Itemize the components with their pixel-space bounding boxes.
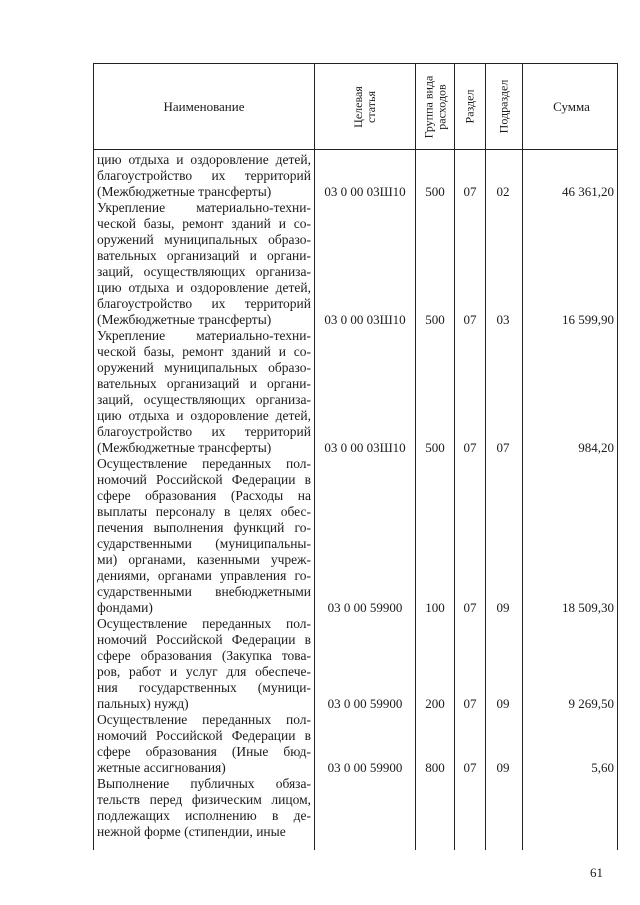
row-subsection: 03 bbox=[496, 312, 510, 327]
row-group: 100 bbox=[425, 600, 445, 615]
row-name-line: (Межбюджетные трансферты) bbox=[97, 184, 272, 199]
row-section: 07 bbox=[463, 184, 477, 199]
row-subsection: 09 bbox=[496, 600, 510, 615]
row-name-line: ческой базы, ремонт зданий и со- bbox=[97, 344, 311, 359]
row-name-line: Выполнение публичных обяза- bbox=[97, 776, 311, 791]
row-name-line: номочий Российской Федерации в bbox=[97, 632, 311, 647]
header-code-label: Целевая статья bbox=[350, 85, 378, 128]
row-group: 500 bbox=[425, 312, 445, 327]
row-code: 03 0 00 59900 bbox=[327, 600, 403, 615]
row-sum: 9 269,50 bbox=[568, 696, 614, 711]
table-row bbox=[94, 712, 619, 776]
row-section: 07 bbox=[463, 760, 477, 775]
header-subsection bbox=[486, 64, 522, 149]
row-name-line: благоустройство их территорий bbox=[97, 424, 311, 439]
row-section: 07 bbox=[463, 600, 477, 615]
row-name-line: подлежащих исполнению в де- bbox=[97, 808, 311, 823]
table-row bbox=[94, 152, 619, 200]
header-section-label: Раздел bbox=[462, 89, 477, 124]
row-code: 03 0 00 59900 bbox=[327, 760, 403, 775]
page-number: 61 bbox=[590, 865, 603, 880]
row-group: 500 bbox=[425, 184, 445, 199]
header-name: Наименование bbox=[163, 98, 245, 114]
row-subsection: 07 bbox=[496, 440, 510, 455]
table-row bbox=[94, 200, 619, 328]
row-sum: 18 509,30 bbox=[562, 600, 614, 615]
row-sum: 5,60 bbox=[591, 760, 614, 775]
row-name bbox=[97, 152, 311, 200]
row-section: 07 bbox=[463, 696, 477, 711]
row-name-line: цию отдыха и оздоровление детей, bbox=[97, 152, 311, 167]
row-sum: 984,20 bbox=[578, 440, 614, 455]
row-name-line: дениями, органами управления го- bbox=[97, 568, 311, 583]
row-name-line: (Межбюджетные трансферты) bbox=[97, 440, 272, 455]
row-name-line: сфере образования (Иные бюд- bbox=[97, 744, 311, 759]
row-group: 200 bbox=[425, 696, 445, 711]
row-name-line: Осуществление переданных пол- bbox=[97, 712, 311, 727]
row-code: 03 0 00 03Ш10 bbox=[324, 184, 406, 199]
row-name-line: цию отдыха и оздоровление детей, bbox=[97, 280, 311, 295]
header-code bbox=[315, 64, 415, 149]
row-name-line: фондами) bbox=[97, 600, 153, 615]
row-name-line: оружений муниципальных образо- bbox=[97, 360, 311, 375]
row-name-line: номочий Российской Федерации в bbox=[97, 728, 311, 743]
row-name-line: Укрепление материально-техни- bbox=[97, 200, 311, 215]
budget-table bbox=[93, 63, 618, 850]
row-name-line: сударственными внебюджетными bbox=[97, 584, 311, 599]
row-section: 07 bbox=[463, 440, 477, 455]
row-name-line: заций, осуществляющих организа- bbox=[97, 392, 311, 407]
header-subsection-label: Подраздел bbox=[496, 79, 511, 134]
row-name bbox=[97, 200, 311, 328]
row-name-line: ческой базы, ремонт зданий и со- bbox=[97, 216, 311, 231]
header-group-label: Группа вида расходов bbox=[421, 75, 448, 138]
row-sum: 46 361,20 bbox=[562, 184, 614, 199]
row-name bbox=[97, 776, 311, 840]
row-group: 800 bbox=[425, 760, 445, 775]
header-section bbox=[455, 64, 485, 149]
row-name-line: заций, осуществляющих организа- bbox=[97, 264, 311, 279]
table-row bbox=[94, 616, 619, 712]
table-row bbox=[94, 456, 619, 616]
row-name-line: (Межбюджетные трансферты) bbox=[97, 312, 272, 327]
row-name-line: номочий Российской Федерации в bbox=[97, 472, 311, 487]
row-name-line: оружений муниципальных образо- bbox=[97, 232, 311, 247]
row-name-line: жетные ассигнования) bbox=[97, 760, 226, 775]
row-group: 500 bbox=[425, 440, 445, 455]
row-name-line: сфере образования (Расходы на bbox=[97, 488, 311, 503]
row-name-line: сфере образования (Закупка това- bbox=[97, 648, 311, 663]
row-name-line: тельств перед физическим лицом, bbox=[97, 792, 311, 807]
row-name-line: Укрепление материально-техни- bbox=[97, 328, 311, 343]
row-subsection: 02 bbox=[496, 184, 510, 199]
row-name-line: благоустройство их территорий bbox=[97, 168, 311, 183]
header-divider bbox=[94, 149, 617, 150]
table-row bbox=[94, 776, 619, 840]
row-name-line: печения выполнения функций го- bbox=[97, 520, 311, 535]
row-name-line: вательных организаций и органи- bbox=[97, 248, 311, 263]
row-name-line: Осуществление переданных пол- bbox=[97, 456, 311, 471]
row-name bbox=[97, 616, 311, 712]
header-sum: Сумма bbox=[553, 98, 590, 114]
row-name-line: Осуществление переданных пол- bbox=[97, 616, 311, 631]
row-subsection: 09 bbox=[496, 760, 510, 775]
row-code: 03 0 00 59900 bbox=[327, 696, 403, 711]
row-name-line: нежной форме (стипендии, иные bbox=[97, 824, 286, 839]
header-group bbox=[416, 64, 454, 149]
row-name-line: пальных) нужд) bbox=[97, 696, 189, 711]
row-section: 07 bbox=[463, 312, 477, 327]
row-code: 03 0 00 03Ш10 bbox=[324, 312, 406, 327]
row-name bbox=[97, 328, 311, 456]
row-name-line: ров, работ и услуг для обеспече- bbox=[97, 664, 311, 679]
row-name-line: вательных организаций и органи- bbox=[97, 376, 311, 391]
row-name-line: благоустройство их территорий bbox=[97, 296, 311, 311]
row-subsection: 09 bbox=[496, 696, 510, 711]
row-name-line: ния государственных (муници- bbox=[97, 680, 311, 695]
row-name-line: выплаты персоналу в целях обес- bbox=[97, 504, 311, 519]
row-sum: 16 599,90 bbox=[562, 312, 614, 327]
row-name-line: ми) органами, казенными учреж- bbox=[97, 552, 311, 567]
row-name-line: сударственными (муниципальны- bbox=[97, 536, 311, 551]
table-row bbox=[94, 328, 619, 456]
row-name bbox=[97, 712, 311, 776]
row-name bbox=[97, 456, 311, 616]
row-name-line: цию отдыха и оздоровление детей, bbox=[97, 408, 311, 423]
row-code: 03 0 00 03Ш10 bbox=[324, 440, 406, 455]
